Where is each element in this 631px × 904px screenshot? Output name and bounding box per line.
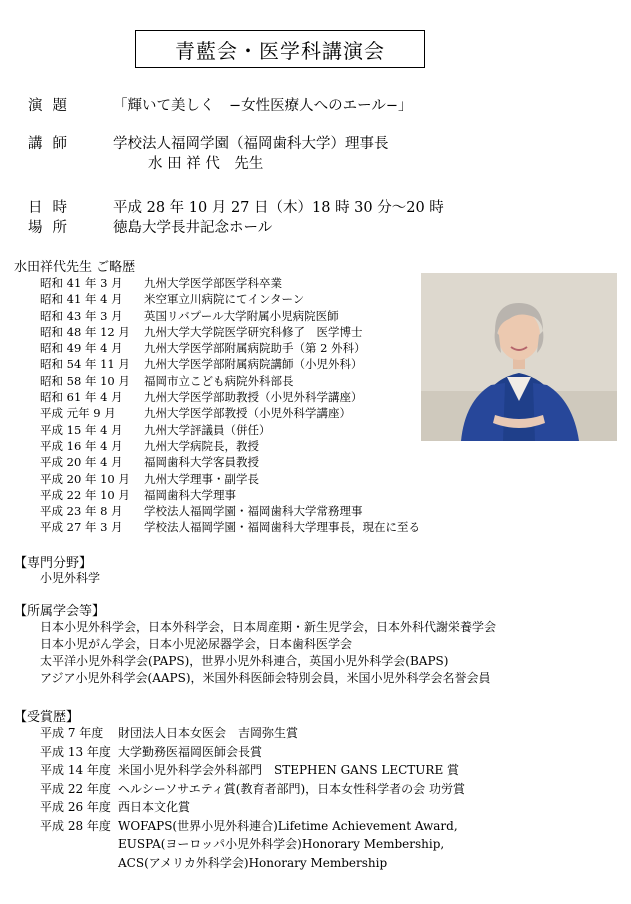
award-item bbox=[40, 817, 465, 836]
award-item bbox=[40, 724, 465, 743]
cv-item-text: 九州大学医学部附属病院講師（小児外科） bbox=[144, 357, 363, 372]
society-line: 日本小児がん学会，日本小児泌尿器学会，日本歯科医学会 bbox=[40, 637, 353, 651]
speaker-affiliation: 学校法人福岡学園（福岡歯科大学）理事長 bbox=[113, 136, 389, 152]
cv-item-date: 平成 20 年 10 月 bbox=[40, 471, 130, 486]
cv-item-date: 平成 15 年 4 月 bbox=[40, 422, 123, 437]
cv-item-text: 九州大学医学部教授（小児外科学講座） bbox=[144, 406, 351, 421]
cv-item-date: 昭和 61 年 4 月 bbox=[40, 390, 123, 405]
award-year: 平成 26 年度 bbox=[40, 800, 111, 814]
cv-item-text: 英国リバプール大学附属小児病院医師 bbox=[144, 308, 339, 323]
cv-list bbox=[40, 275, 420, 536]
award-item bbox=[40, 780, 465, 799]
award-continuation: EUSPA(ヨーロッパ小児外科学会)Honorary Membership, bbox=[118, 837, 445, 851]
speaker-label: 講師 bbox=[28, 136, 77, 152]
cv-item-date: 平成 22 年 10 月 bbox=[40, 487, 130, 502]
cv-item-text: 九州大学病院長，教授 bbox=[144, 438, 259, 453]
cv-item-date: 昭和 41 年 4 月 bbox=[40, 292, 123, 307]
cv-item bbox=[40, 291, 420, 307]
cv-item-date: 昭和 48 年 12 月 bbox=[40, 324, 130, 339]
cv-item bbox=[40, 405, 420, 421]
venue-value: 徳島大学長井記念ホール bbox=[113, 220, 273, 236]
cv-item-date: 昭和 41 年 3 月 bbox=[40, 276, 123, 290]
topic-label: 演題 bbox=[28, 98, 77, 114]
award-year: 平成 14 年度 bbox=[40, 763, 111, 777]
cv-item-date: 昭和 49 年 4 月 bbox=[40, 341, 123, 356]
speaker-name: 水 田 祥 代 先生 bbox=[148, 156, 264, 172]
award-item bbox=[40, 743, 465, 762]
award-year: 平成 13 年度 bbox=[40, 744, 111, 759]
cv-item-text: 福岡市立こども病院外科部長 bbox=[144, 373, 294, 388]
cv-item-text: 九州大学医学部医学科卒業 bbox=[144, 276, 282, 290]
award-text: ヘルシーソサエティ賞(教育者部門)，日本女性科学者の会 功労賞 bbox=[118, 781, 465, 796]
specialty-value: 小児外科学 bbox=[40, 571, 101, 585]
cv-item-text: 九州大学評議員（併任） bbox=[144, 422, 271, 437]
cv-item bbox=[40, 324, 420, 340]
society-line: アジア小児外科学会(AAPS)，米国外科医師会特別会員，米国小児外科学会名誉会員 bbox=[40, 671, 491, 685]
cv-item bbox=[40, 275, 420, 291]
cv-item bbox=[40, 340, 420, 356]
awards-list bbox=[40, 724, 465, 872]
cv-item-text: 福岡歯科大学客員教授 bbox=[144, 455, 259, 470]
cv-item bbox=[40, 471, 420, 487]
award-item bbox=[40, 761, 465, 780]
award-year: 平成 22 年度 bbox=[40, 781, 111, 796]
specialty-block bbox=[40, 570, 100, 587]
cv-item bbox=[40, 356, 420, 372]
society-line: 太平洋小児外科学会(PAPS)，世界小児外科連合，英国小児外科学会(BAPS) bbox=[40, 654, 449, 668]
award-text: 財団法人日本女医会 吉岡弥生賞 bbox=[118, 726, 299, 740]
venue-label: 場所 bbox=[28, 220, 77, 236]
topic-value: 「輝いて美しく −女性医療人へのエール−」 bbox=[113, 98, 413, 114]
speaker-photo bbox=[421, 273, 617, 441]
cv-item-text: 学校法人福岡学園・福岡歯科大学理事長，現在に至る bbox=[144, 520, 420, 535]
cv-item bbox=[40, 519, 420, 535]
award-text: 西日本文化賞 bbox=[118, 800, 191, 814]
cv-item bbox=[40, 389, 420, 405]
award-text: WOFAPS(世界小児外科連合)Lifetime Achievement Award, bbox=[118, 818, 458, 833]
cv-item bbox=[40, 438, 420, 454]
cv-item-text: 福岡歯科大学理事 bbox=[144, 487, 236, 502]
cv-item-date: 昭和 43 年 3 月 bbox=[40, 308, 123, 323]
cv-item-date: 平成 16 年 4 月 bbox=[40, 438, 123, 453]
cv-item-text: 九州大学大学院医学研究科修了 医学博士 bbox=[144, 324, 363, 339]
cv-heading: 水田祥代先生 ご略歴 bbox=[14, 260, 136, 275]
datetime-value: 平成 28 年 10 月 27 日（木）18 時 30 分〜20 時 bbox=[113, 200, 444, 216]
cv-item-date: 平成 元年 9 月 bbox=[40, 406, 116, 421]
cv-item bbox=[40, 487, 420, 503]
cv-item bbox=[40, 308, 420, 324]
cv-item-date: 平成 20 年 4 月 bbox=[40, 455, 123, 470]
societies-list bbox=[40, 619, 496, 687]
cv-item-text: 九州大学医学部附属病院助手（第 2 外科） bbox=[144, 341, 366, 356]
award-continuation: ACS(アメリカ外科学会)Honorary Membership bbox=[118, 855, 388, 870]
cv-item-text: 学校法人福岡学園・福岡歯科大学常務理事 bbox=[144, 504, 363, 519]
speaker-portrait-image bbox=[421, 273, 617, 441]
award-year: 平成 7 年度 bbox=[40, 726, 104, 740]
cv-item-date: 昭和 58 年 10 月 bbox=[40, 373, 130, 388]
societies-heading: 【所属学会等】 bbox=[14, 604, 106, 619]
cv-item bbox=[40, 373, 420, 389]
society-line: 日本小児外科学会，日本外科学会，日本周産期・新生児学会，日本外科代謝栄養学会 bbox=[40, 620, 497, 634]
cv-item bbox=[40, 503, 420, 519]
cv-item bbox=[40, 422, 420, 438]
award-item bbox=[40, 798, 465, 817]
cv-item-text: 九州大学理事・副学長 bbox=[144, 471, 259, 486]
cv-item-date: 昭和 54 年 11 月 bbox=[40, 357, 130, 372]
specialty-heading: 【専門分野】 bbox=[14, 556, 93, 571]
cv-item bbox=[40, 454, 420, 470]
cv-item-text: 九州大学医学部助教授（小児外科学講座） bbox=[144, 390, 363, 405]
award-text: 大学勤務医福岡医師会長賞 bbox=[118, 744, 263, 759]
cv-item-date: 平成 27 年 3 月 bbox=[40, 520, 123, 535]
page-title: 青藍会・医学科講演会 bbox=[135, 30, 425, 68]
cv-item-text: 米空軍立川病院にてインターン bbox=[144, 292, 305, 307]
datetime-label: 日時 bbox=[28, 200, 77, 216]
cv-item-date: 平成 23 年 8 月 bbox=[40, 504, 123, 519]
award-year: 平成 28 年度 bbox=[40, 818, 111, 833]
awards-heading: 【受賞歴】 bbox=[14, 710, 80, 725]
award-text: 米国小児外科学会外科部門 STEPHEN GANS LECTURE 賞 bbox=[118, 763, 460, 777]
